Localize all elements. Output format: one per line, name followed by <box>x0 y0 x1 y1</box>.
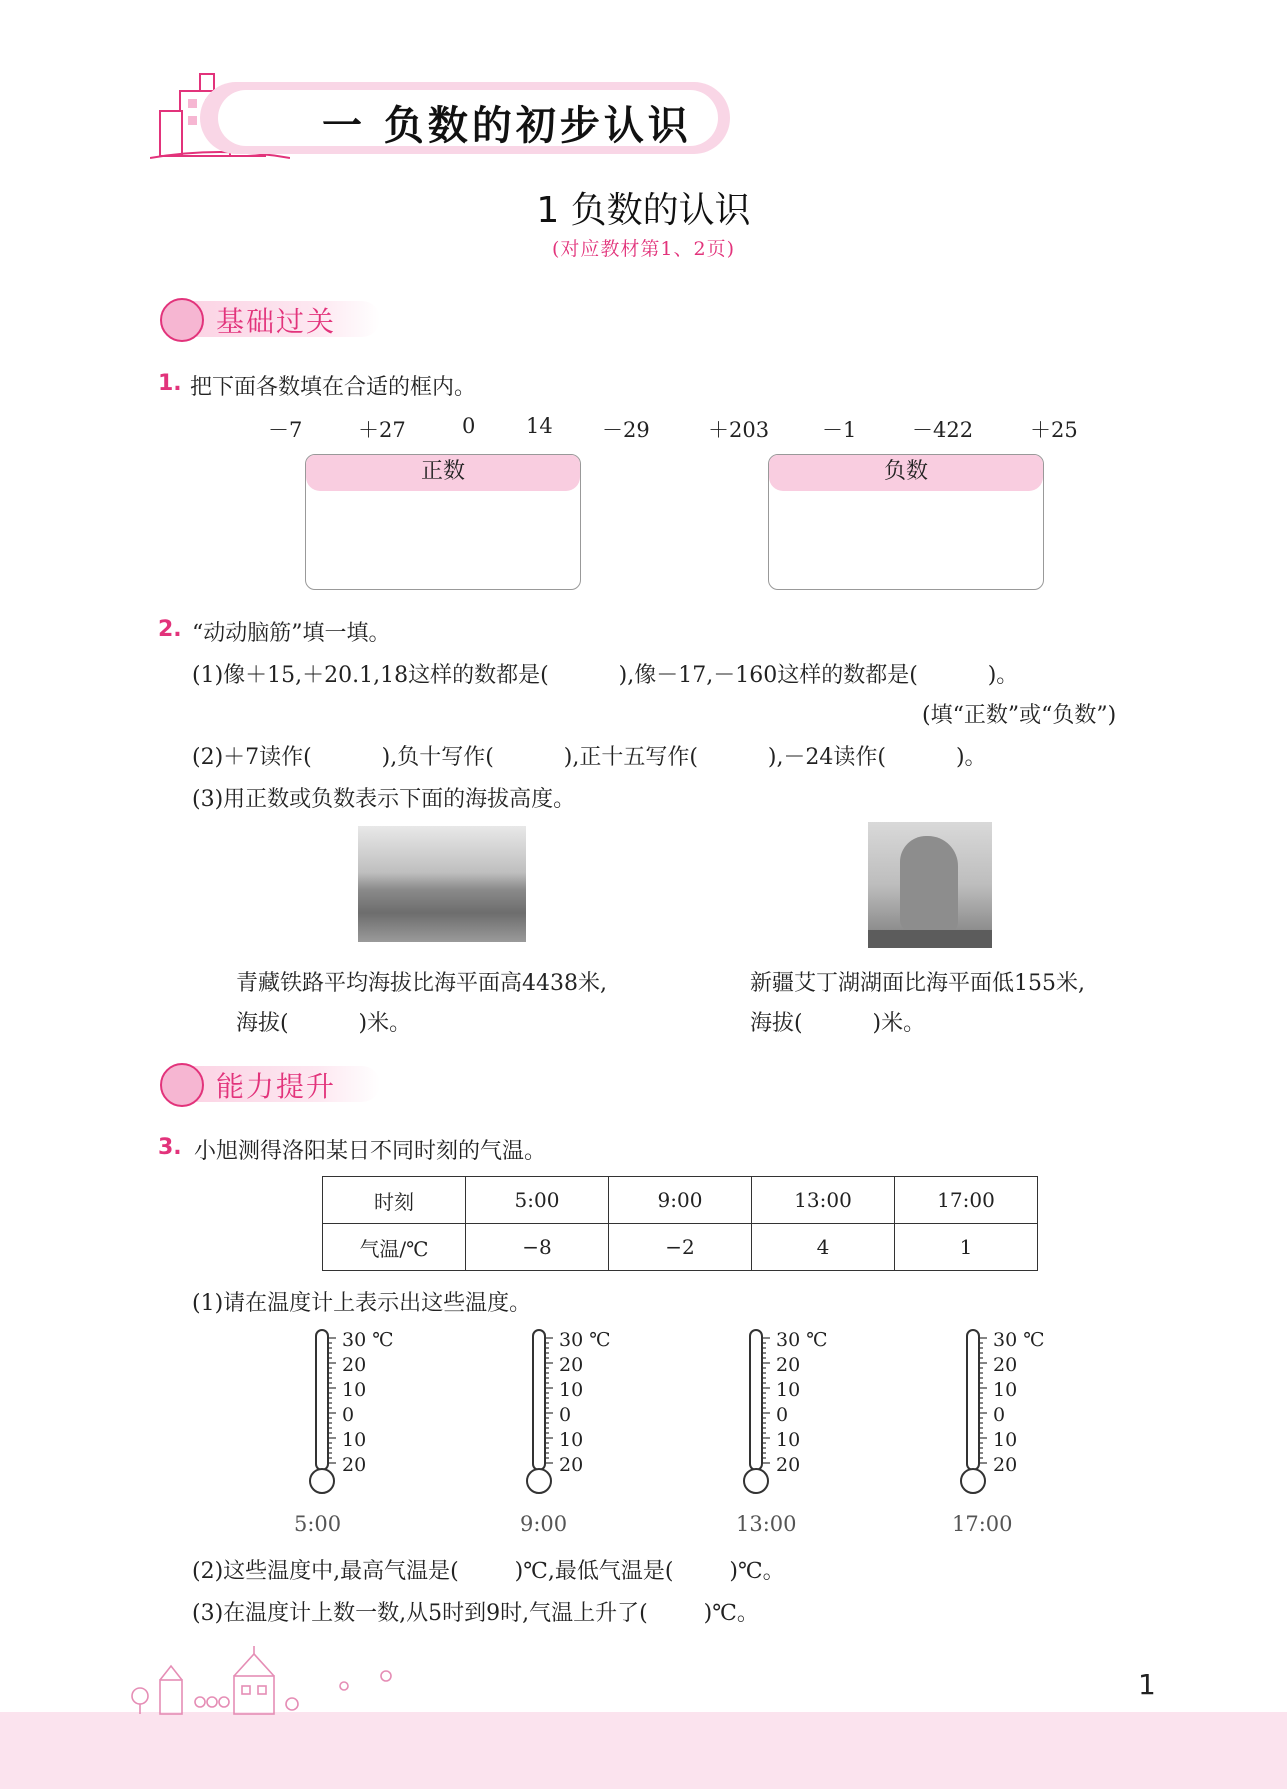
q2-left-text-2: 海拔( )米。 <box>236 1011 412 1036</box>
lesson-title: 1 负数的认识 <box>536 190 751 231</box>
q3-part3: (3)在温度计上数一数,从5时到9时,气温上升了( )℃。 <box>192 1601 759 1626</box>
thermometer-scale <box>559 1328 610 1478</box>
number-item: 14 <box>526 414 553 438</box>
q3-part2: (2)这些温度中,最高气温是( )℃,最低气温是( )℃。 <box>192 1559 785 1584</box>
thermometer-scale <box>776 1328 827 1478</box>
lesson-subtitle: (对应教材第1、2页) <box>551 238 735 260</box>
q2-part2: (2)＋7读作( ),负十写作( ),正十五写作( ),－24读作( )。 <box>192 745 987 770</box>
temperature-table <box>322 1176 1038 1271</box>
table-cell: −8 <box>466 1224 609 1271</box>
qinghai-tibet-railway-photo <box>358 826 526 942</box>
scale-label: 20 <box>993 1354 1018 1376</box>
thermometer-scale <box>993 1328 1044 1478</box>
scale-label: 0 <box>776 1404 789 1426</box>
thermometer-scale <box>342 1328 393 1478</box>
scale-label: 30 ℃ <box>776 1329 828 1351</box>
globe-icon <box>160 298 204 342</box>
table-cell: 1 <box>895 1224 1038 1271</box>
scale-label: 20 <box>776 1454 801 1476</box>
scale-label: 20 <box>342 1354 367 1376</box>
scale-label: 10 <box>559 1429 584 1451</box>
q2-part3: (3)用正数或负数表示下面的海拔高度。 <box>192 787 576 812</box>
scale-label: 30 ℃ <box>993 1329 1045 1351</box>
time-label: 17:00 <box>952 1512 1013 1536</box>
q3-number: 3. <box>158 1135 182 1160</box>
number-item: －29 <box>602 418 650 442</box>
number-item: －1 <box>822 418 857 442</box>
q3-part1: (1)请在温度计上表示出这些温度。 <box>192 1291 532 1316</box>
thermometer-icon <box>955 1328 995 1498</box>
number-item: ＋203 <box>708 418 770 442</box>
scale-label: 10 <box>776 1429 801 1451</box>
footer-band <box>0 1712 1287 1789</box>
table-cell: 17:00 <box>895 1177 1038 1224</box>
scale-label: 0 <box>559 1404 572 1426</box>
thermometer-5[interactable] <box>304 1328 424 1498</box>
number-item: －7 <box>268 418 303 442</box>
q2-prompt: “动动脑筋”填一填。 <box>192 621 391 646</box>
number-item: ＋27 <box>358 418 406 442</box>
q2-right-text-1: 新疆艾丁湖湖面比海平面低155米, <box>750 971 1085 996</box>
table-cell: 13:00 <box>752 1177 895 1224</box>
negative-box-label: 负数 <box>769 455 1043 491</box>
scale-label: 0 <box>993 1404 1006 1426</box>
table-cell: 气温/℃ <box>323 1224 466 1271</box>
scale-label: 10 <box>342 1379 367 1401</box>
table-cell: 时刻 <box>323 1177 466 1224</box>
scale-label: 30 ℃ <box>342 1329 394 1351</box>
aiding-lake-stone-photo <box>868 822 992 948</box>
scale-label: 10 <box>342 1429 367 1451</box>
scale-label: 10 <box>993 1379 1018 1401</box>
scale-label: 20 <box>993 1454 1018 1476</box>
page-number: 1 <box>1138 1668 1156 1701</box>
scale-label: 10 <box>993 1429 1018 1451</box>
scale-label: 0 <box>342 1404 355 1426</box>
section-advanced-title: 能力提升 <box>216 1070 337 1103</box>
thermometer-icon <box>521 1328 561 1498</box>
table-cell: 4 <box>752 1224 895 1271</box>
chapter-title: 一 负数的初步认识 <box>322 103 692 149</box>
table-row <box>323 1224 1038 1271</box>
scale-label: 20 <box>559 1354 584 1376</box>
thermometer-9[interactable] <box>521 1328 641 1498</box>
scale-label: 20 <box>342 1454 367 1476</box>
q2-part1-hint: (填“正数”或“负数”) <box>922 703 1117 728</box>
thermometer-icon <box>304 1328 344 1498</box>
time-label: 9:00 <box>520 1512 568 1536</box>
thermometer-icon <box>738 1328 778 1498</box>
thermometer-13[interactable] <box>738 1328 858 1498</box>
time-label: 5:00 <box>294 1512 342 1536</box>
q2-left-text-1: 青藏铁路平均海拔比海平面高4438米, <box>236 971 607 996</box>
q2-part1: (1)像＋15,＋20.1,18这样的数都是( ),像－17,－160这样的数都是( )。 <box>192 663 1019 688</box>
positive-box[interactable] <box>305 454 581 590</box>
q1-number: 1. <box>158 371 182 396</box>
table-cell: 5:00 <box>466 1177 609 1224</box>
scale-label: 30 ℃ <box>559 1329 611 1351</box>
q2-right-text-2: 海拔( )米。 <box>750 1011 926 1036</box>
q3-prompt: 小旭测得洛阳某日不同时刻的气温。 <box>194 1139 547 1164</box>
scale-label: 20 <box>776 1354 801 1376</box>
negative-box[interactable] <box>768 454 1044 590</box>
table-cell: 9:00 <box>609 1177 752 1224</box>
cartoon-face-icon <box>160 1063 204 1107</box>
thermometer-17[interactable] <box>955 1328 1075 1498</box>
town-illustration <box>124 1646 424 1716</box>
scale-label: 10 <box>559 1379 584 1401</box>
positive-box-label: 正数 <box>306 455 580 491</box>
q2-number: 2. <box>158 617 182 642</box>
number-item: －422 <box>912 418 974 442</box>
scale-label: 20 <box>559 1454 584 1476</box>
table-row <box>323 1177 1038 1224</box>
section-basic-title: 基础过关 <box>216 305 337 338</box>
scale-label: 10 <box>776 1379 801 1401</box>
number-item: 0 <box>462 414 476 438</box>
number-item: ＋25 <box>1030 418 1078 442</box>
table-cell: −2 <box>609 1224 752 1271</box>
q1-prompt: 把下面各数填在合适的框内。 <box>190 375 477 400</box>
time-label: 13:00 <box>736 1512 797 1536</box>
